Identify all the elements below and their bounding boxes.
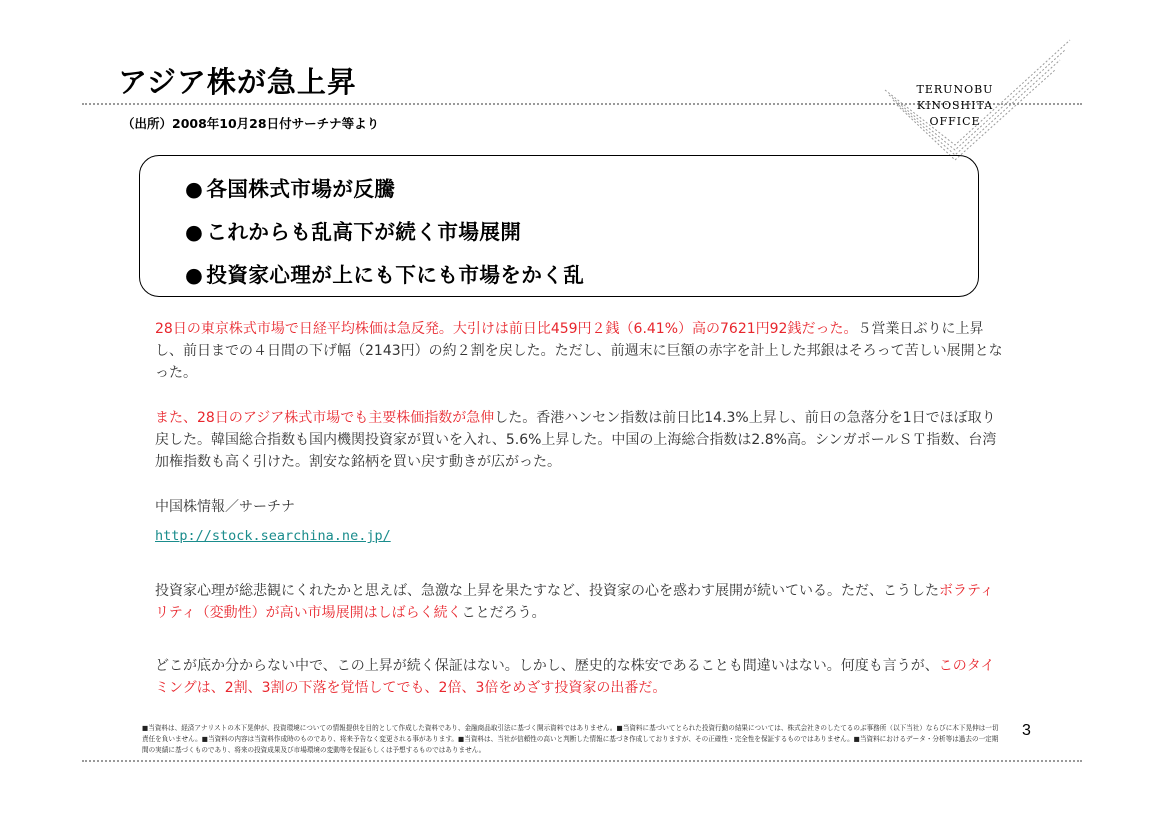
- paragraph-sentiment: [155, 580, 1005, 624]
- logo-line-2: KINOSHITA: [916, 99, 994, 112]
- body-text: した。香港ハンセン指数は前日比14.3%上昇し、前日の急落分を1日でほぼ取り戻した。韓国総合指数も国内機関投資家が買いを入れ、5.6%上昇した。中国の上海総合指数は2.8%高。シンガポールＳＴ指数、台湾加権指数も高く引けた。割安な銘柄を買い戻す動きが広がった。: [155, 410, 997, 470]
- source-note: （出所）2008年10月28日付サーチナ等より: [122, 116, 380, 131]
- highlight-text: また、28日のアジア株式市場でも主要株価指数が急伸: [155, 410, 495, 426]
- bullet-dot-icon: ●: [185, 220, 204, 244]
- body-text: 投資家心理が総悲観にくれたかと思えば、急激な上昇を果たすなど、投資家の心を惑わす展開が続いている。ただ、こうした: [155, 583, 939, 599]
- page-number: 3: [1022, 722, 1031, 739]
- highlight-text: 28日の東京株式市場で日経平均株価は急反発。大引けは前日比459円２銭（6.41%）高の7621円92銭だった。: [155, 321, 858, 337]
- footer-divider: [82, 760, 1082, 762]
- logo-line-1: TERUNOBU: [916, 83, 994, 96]
- summary-item-text: 投資家心理が上にも下にも市場をかく乱: [206, 263, 585, 287]
- paragraph-nikkei: [155, 318, 1005, 384]
- source-label: 中国株情報／サーチナ: [155, 499, 295, 515]
- logo-text: [905, 82, 1005, 130]
- bullet-dot-icon: ●: [185, 263, 204, 287]
- highlight-text: ボラティリティ（変動性）が高い市場展開はしばらく続く: [155, 583, 994, 621]
- summary-item-text: これからも乱高下が続く市場展開: [206, 220, 522, 244]
- paragraph-asia: [155, 407, 1005, 473]
- highlight-text: このタイミングは、2割、3割の下落を覚悟してでも、2倍、3倍をめざす投資家の出番だ。: [155, 658, 995, 696]
- body-text: ５営業日ぶりに上昇し、前日までの４日間の下げ幅（2143円）の約２割を戻した。ただし、前週末に巨額の赤字を計上した邦銀はそろって苦しい展開となった。: [155, 321, 1003, 381]
- body-text: どこが底か分からない中で、この上昇が続く保証はない。しかし、歴史的な株安であることも間違いはない。何度も言うが、: [155, 658, 939, 674]
- paragraph-conclusion: [155, 655, 1005, 699]
- body-text: ことだろう。: [461, 605, 546, 621]
- summary-box: [139, 155, 979, 297]
- source-link[interactable]: http://stock.searchina.ne.jp/: [155, 528, 391, 544]
- source-link-row: [155, 525, 1005, 547]
- disclaimer: ■当資料は、経済アナリストの木下晃伸が、投資環境についての情報提供を目的として作成した資料であり、金融商品取引法に基づく開示資料ではありません。■当資料に基づいてとられた投資行動の結果については、株式会社きのしたてるのぶ事務所（以下当社）ならびに木下晃伸は一切責任を負いません。■当資料の内容は当資料作成時のものであり、将来予告なく変更される事があります。■当資料は、当社が信頼性の高いと判断した情報に基づき作成しておりますが、その正確性・完全性を保証するものではありません。■当資料におけるデータ・分析等は過去の一定期間の実績に基づくものであり、将来の投資成果及び市場環境の変動等を保証もしくは予想するものではありません。: [142, 724, 999, 754]
- logo-line-3: OFFICE: [929, 115, 981, 128]
- summary-item: [185, 258, 584, 288]
- summary-item-text: 各国株式市場が反騰: [206, 177, 396, 201]
- bullet-dot-icon: ●: [185, 177, 204, 201]
- slide-title: アジア株が急上昇: [118, 65, 357, 99]
- summary-item: [185, 215, 521, 245]
- summary-item: [185, 172, 395, 202]
